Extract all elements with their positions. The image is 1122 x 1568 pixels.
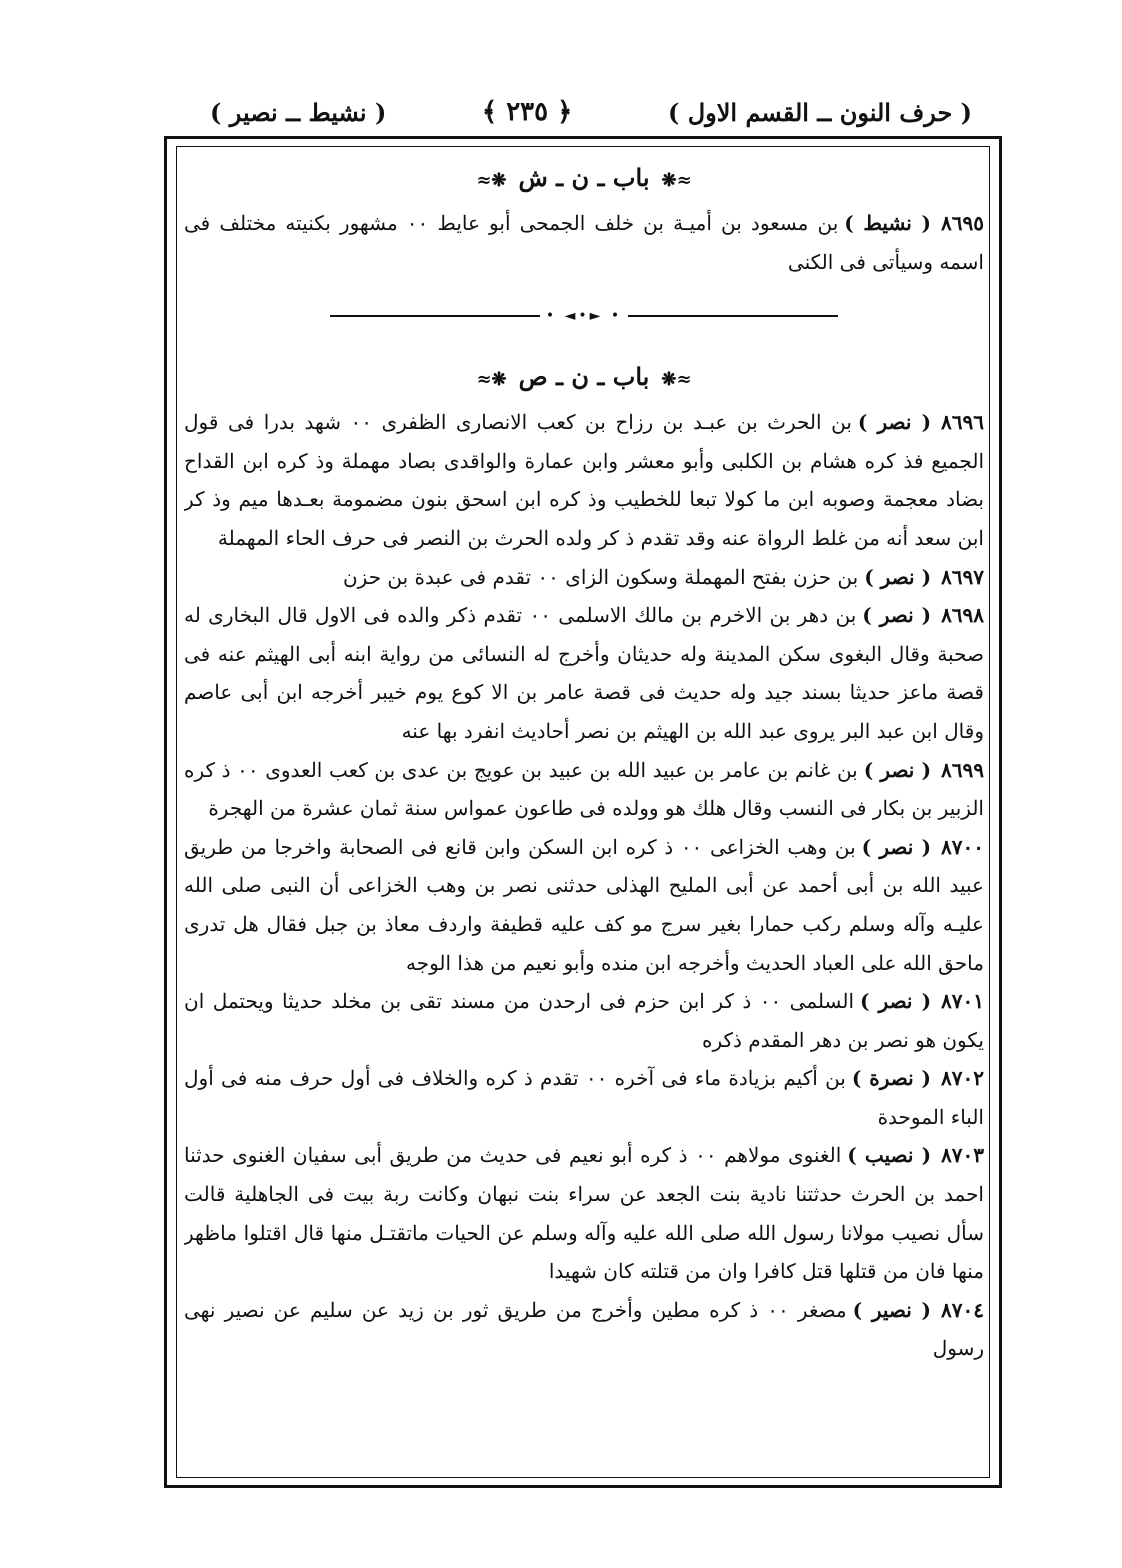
entry-number: ٨٧٠٢	[941, 1066, 984, 1091]
entry	[184, 204, 984, 281]
entry-text: بن وهب الخزاعى ٠٠ ذ كره ابن السكن وابن قانع فى الصحابة واخرجا من طريق عبيد الله بن أبى أحمد عن أبى المليح الهذلى حدثنى نصر بن وهب الخزاعى أن النبى صلى الله عليـه وآله وسلم ركب حمارا بغير سرج مو كف عليه قطيفة واردف معاذ بن جبل فقال هل تدرى ماحق الله على العباد الحديث وأخرجه ابن منده وأبو نعيم من هذا الوجه	[184, 834, 984, 975]
entry-number: ٨٧٠٤	[941, 1297, 984, 1322]
entry-name: ( نصر )	[857, 410, 932, 435]
entry-name: ( نصر )	[861, 834, 932, 859]
entry-name: ( نصيب )	[847, 1143, 932, 1168]
page-body	[184, 152, 984, 1474]
divider-line	[628, 315, 838, 317]
entry	[184, 828, 984, 982]
page-header	[210, 92, 972, 132]
entry	[184, 1291, 984, 1368]
entry	[184, 1136, 984, 1290]
entry-text: بن غانم بن عامر بن عبيد الله بن عبيد بن عويج بن عدى بن كعب العدوى ٠٠ ذ كره الزبير بن بكار فى النسب وقال هلك هو وولده فى طاعون عمواس سنة ثمان عشرة من الهجرة	[184, 757, 984, 821]
entry-text: بن مسعود بن أميـة بن خلف الجمحى أبو عايط ٠٠ مشهور بكنيته مختلف فى اسمه وسيأتى فى الكنى	[184, 211, 984, 274]
entry-number: ٨٦٩٦	[941, 410, 984, 435]
entry-text: بن الحرث بن عبـد بن رزاح بن كعب الانصارى الظفرى ٠٠ شهد بدرا فى قول الجميع فذ كره هشام بن الكلبى وأبو معشر وابن عمارة والواقدى بصاد مهملة وذ كره ابن القداح بضاد معجمة وصوبه ابن ما كولا تبعا للخطيب وذ كره ابن اسحق بنون مضمومة بعـدها ميم وذ كر ابن سعد أنه من غلط الرواة عنه وقد تقدم ذ كر ولده الحرث بن النصر فى حرف الحاء المهملة	[184, 410, 984, 550]
entry-number: ٨٧٠١	[941, 989, 984, 1014]
entry	[184, 558, 984, 597]
entry-number: ٨٦٩٥	[941, 211, 984, 235]
ornament-icon: ≈❋	[661, 369, 692, 391]
running-head-left: ( نشيط ــ نصير )	[210, 97, 387, 127]
entry	[184, 403, 984, 557]
entry-text: مصغر ٠٠ ذ كره مطين وأخرج من طريق ثور بن زيد عن سليم عن نصير نهى رسول	[184, 1297, 984, 1361]
entry-name: ( نصر )	[864, 564, 932, 589]
section-title-nun-shin	[184, 152, 984, 204]
section-title-text: باب ـ ن ـ ص	[518, 362, 650, 392]
entry-name: ( نشيط )	[844, 211, 932, 235]
entry-text: بن أكيم بزيادة ماء فى آخره ٠٠ تقدم ذ كره والخلاف فى أول حرف منه فى أول الباء الموحدة	[184, 1066, 984, 1129]
ornament-icon: ❋≈	[476, 369, 507, 391]
divider-ornament: • ◄•► •	[545, 307, 623, 324]
ornament-icon: ≈❋	[661, 170, 692, 191]
entry-text: الغنوى مولاهم ٠٠ ذ كره أبو نعيم فى حديث من طريق أبى سفيان الغنوى حدثنا احمد بن الحرث حدثتنا نادية بنت الجعد عن سراء بنت نبهان وكانت ربة بيت فى الجاهلية قالت سأل نصيب مولانا رسول الله صلى الله عليه وآله وسلم عن الحيات ماتقتـل منها قال اقتلوا ماظهر منها فان من قتلها قتل كافرا وان من قتلته كان شهيدا	[184, 1143, 984, 1284]
page-number: ﴿ ٢٣٥ ﴾	[481, 97, 573, 127]
entry-number: ٨٧٠٣	[941, 1143, 984, 1168]
entry-number: ٨٦٩٨	[941, 603, 984, 628]
entry	[184, 751, 984, 828]
entry-text: السلمى ٠٠ ذ كر ابن حزم فى ارحدن من مسند تقى بن مخلد حديثا ويحتمل ان يكون هو نصر بن دهر المقدم ذكره	[184, 989, 984, 1052]
entry-name: ( نصرة )	[851, 1066, 932, 1091]
entry	[184, 596, 984, 750]
entry-number: ٨٦٩٧	[941, 564, 984, 589]
ornament-icon: ❋≈	[476, 170, 507, 191]
section-title-nun-sad	[184, 351, 984, 403]
section-divider	[184, 281, 984, 351]
entry-name: ( نصير )	[852, 1297, 932, 1322]
running-head-right: ( حرف النون ــ القسم الاول )	[668, 97, 972, 127]
entry	[184, 1059, 984, 1136]
entry-name: ( نصر )	[860, 989, 932, 1014]
entry-text: بن حزن بفتح المهملة وسكون الزاى ٠٠ تقدم فى عبدة بن حزن	[342, 564, 859, 589]
divider-line	[330, 315, 540, 317]
entry-number: ٨٧٠٠	[941, 834, 984, 859]
entry-number: ٨٦٩٩	[941, 757, 984, 782]
entry-name: ( نصر )	[862, 603, 932, 628]
entry	[184, 982, 984, 1059]
entry-name: ( نصر )	[863, 757, 932, 782]
section-title-text: باب ـ ن ـ ش	[518, 163, 650, 192]
entry-text: بن دهر بن الاخرم بن مالك الاسلمى ٠٠ تقدم ذكر والده فى الاول قال البخارى له صحبة وقال البغوى سكن المدينة وله حديثان وأخرج له النسائى من رواية ابنه أبى الهيثم عنه فى قصة ماعز حديثا بسند جيد وله حديث فى قصة عامر بن الا كوع يوم خيبر أخرجه ابن أبى عاصم وقال ابن عبد البر يروى عبد الله بن الهيثم بن نصر أحاديث انفرد بها عنه	[184, 603, 984, 743]
